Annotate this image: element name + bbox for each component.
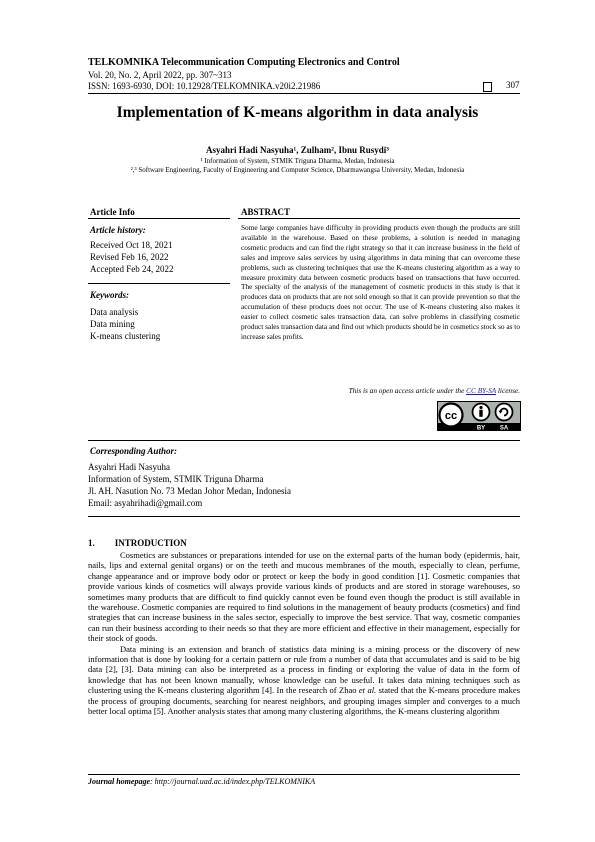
info-bottom-rule — [88, 440, 520, 441]
keywords-heading: Keywords: — [90, 290, 129, 300]
abstract-text: Some large companies have difficulty in providing products even though the products are still available in the warehouse. Based on these problems, a solution is needed in managing cosmetic products and can find the right strategy so that it can increase business in the field of sales and improve sales services by using algorithms in data mining that can overcome these problems, such as clustering techniques that use the K-means clustering algorithm as a way to measure proximity data between cosmetic products based on transactions that have occurred. The specialty of the analysis of the management of cosmetic products in this study is that it produces data on products that are not sold enough so that it can provide prevention so that the accumulation of these products does not occur. The use of K-means clustering also makes it easier to collect cosmetic sales transaction data, can solve problems in classifying cosmetic product sales transaction data and find out which products should be in cosmetics stock so as to increase sales profits. — [241, 223, 520, 341]
corresponding-heading: Corresponding Author: — [90, 446, 177, 456]
journal-name: TELKOMNIKA Telecommunication Computing Electronics and Control — [88, 57, 400, 68]
corresponding-address: Jl. AH. Nasution No. 73 Medan Johor Medan, Indonesia — [88, 486, 291, 496]
journal-homepage: Journal homepage: http://journal.uad.ac.id/index.php/TELKOMNIKA — [88, 777, 316, 786]
history-received: Received Oct 18, 2021 — [90, 240, 173, 250]
corresponding-name: Asyahri Hadi Nasyuha — [88, 462, 170, 472]
history-revised: Revised Feb 16, 2022 — [90, 252, 169, 262]
license-line: This is an open access article under the CC BY-SA license. — [348, 386, 520, 395]
page-box-icon — [483, 82, 492, 92]
author-list: Asyahri Hadi Nasyuha¹, Zulham², Ibnu Rusydi³ — [206, 145, 389, 155]
header-rule — [88, 93, 520, 94]
keyword-item: Data analysis — [90, 307, 139, 317]
affiliation-2: ²,³ Software Engineering, Faculty of Engineering and Computer Science, Dharmawangsa University, Medan, Indonesia — [130, 166, 465, 174]
keyword-item: K-means clustering — [90, 331, 161, 341]
intro-heading: 1. INTRODUCTION — [88, 538, 187, 548]
abstract-rule — [238, 218, 520, 219]
issn-line: ISSN: 1693-6930, DOI: 10.12928/TELKOMNIKA.v20i2.21986 — [88, 81, 321, 91]
license-link[interactable]: CC BY-SA — [466, 386, 497, 395]
history-rule — [88, 283, 230, 284]
footer-rule — [88, 774, 520, 775]
article-info-rule — [88, 218, 230, 219]
homepage-link[interactable]: : http://journal.uad.ac.id/index.php/TELKOMNIKA — [150, 777, 316, 786]
corresponding-email: Email: asyahrihadi@gmail.com — [88, 498, 203, 508]
keyword-item: Data mining — [90, 319, 135, 329]
corresponding-affiliation: Information of System, STMIK Triguna Dharma — [88, 474, 264, 484]
corresponding-rule — [88, 516, 520, 517]
affiliation-1: ¹ Information of System, STMIK Triguna Dharma, Medan, Indonesia — [200, 157, 395, 165]
paper-title: Implementation of K-means algorithm in data analysis — [116, 104, 479, 121]
volume-line: Vol. 20, No. 2, April 2022, pp. 307~313 — [88, 70, 232, 80]
cc-sa-label: SA — [499, 425, 509, 431]
svg-text:cc: cc — [444, 410, 458, 422]
cc-by-label: BY — [476, 425, 486, 431]
intro-body — [88, 550, 520, 717]
page-number: 307 — [506, 80, 520, 90]
history-accepted: Accepted Feb 24, 2022 — [90, 264, 174, 274]
intro-paragraph-2: Data mining is an extension and branch of statistics data mining is a mining process or the discovery of new information that is done by looking for a certain pattern or rule from a number of data that accumulates and is said to be big data [2], [3]. Data mining can also be interpreted as a process in finding or exploring the value of data in the form of knowledge that has not been known manually, whose knowledge can be useful. It takes data mining techniques such as clustering using the K-means clustering algorithm [4]. In the research of Zhao et al. stated that the K-means procedure makes the process of grouping documents, searching for nearest neighbors, and grouping images simpler and converges to a much better local optima [5]. Another analysis states that among many clustering algorithms, the K-means clustering algorithm — [88, 643, 520, 717]
history-heading: Article history: — [90, 225, 146, 235]
cc-by-sa-badge — [437, 401, 521, 431]
abstract-heading: ABSTRACT — [241, 207, 291, 217]
intro-paragraph-1: Cosmetics are substances or preparations intended for use on the external parts of the human body (epidermis, hair, nails, lips and external genital organs) or on the teeth and mucous membranes of the mouth, especially to clean, perfume, change appearance and or improve body odor or protect or keep the body in good condition [1]. Cosmetic companies that provide various kinds of cosmetics will always provide various kinds of products and are stored in storage warehouses, so sometimes many products that are difficult to find quickly cannot even be found even though the product is still available in the warehouse. Cosmetic companies are required to find solutions in the management of beauty products (cosmetics) and find strategies that can increase business in the sales sector, especially to improve the best service. That way, cosmetic companies can run their business according to their needs so that they are more efficient and effective in their management, especially for their stock of goods. — [88, 550, 520, 644]
article-info-heading: Article Info — [90, 207, 135, 217]
cc-icon — [437, 401, 521, 431]
